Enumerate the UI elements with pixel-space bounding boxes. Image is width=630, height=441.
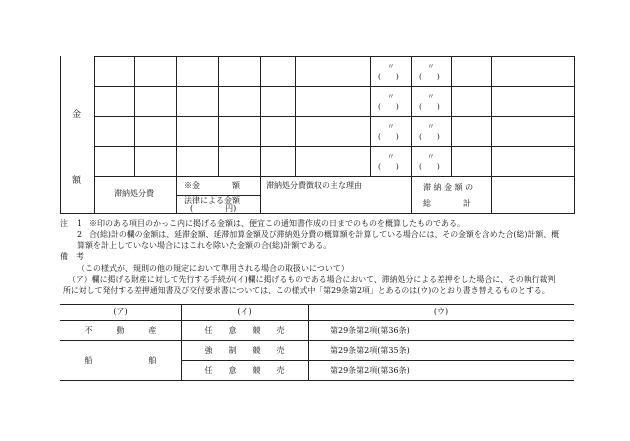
lower-cell-i: 任 意 競 売 [204, 326, 285, 335]
col-line [451, 56, 452, 176]
row-line [94, 176, 575, 177]
col-line [370, 56, 371, 176]
lower-table-bottom [60, 380, 574, 381]
remark-line-3: 所に対して発付する差押通知書及び交付要求書については、この様式中「第29条第2項」とあるのは(ウ)のとおり書き替えるものとする。 [63, 286, 550, 295]
col-line [491, 56, 492, 213]
ditto-mark: 〃 [387, 122, 395, 131]
lower-cell-u: 第29条第2項(第36条) [330, 326, 410, 335]
lower-header-u: (ウ) [433, 307, 449, 316]
row-line [94, 146, 575, 147]
col-line [295, 56, 296, 176]
notes-heading: 注 [60, 219, 68, 228]
ditto-mark: 〃 [427, 152, 435, 161]
paren-blank: ( ) [378, 102, 399, 111]
col-line [218, 56, 219, 176]
amount-label-top: 金 [72, 110, 82, 120]
fee-label: 滞納処分費 [114, 189, 154, 198]
lower-table-header-bottom [60, 320, 574, 321]
col-line [176, 56, 177, 213]
col-line [260, 56, 261, 213]
ditto-mark: 〃 [387, 92, 395, 101]
upper-table-bottom-border [60, 213, 575, 214]
paren-blank: ( ) [419, 132, 440, 141]
col-line [134, 56, 135, 176]
lower-header-i: (イ) [237, 307, 252, 316]
legal-amount-label: 法律による金額 [184, 196, 240, 205]
ditto-mark: 〃 [427, 62, 435, 71]
note-2-text-line2: 算額を計上していない場合にはこれを除いた金額の合(総)計額である。 [77, 241, 332, 250]
lower-cell-u: 第29条第2項(第35条) [330, 346, 410, 355]
lower-cell-i: 任 意 競 売 [204, 366, 285, 375]
row-line [94, 86, 575, 87]
paren-blank: ( ) [378, 72, 399, 81]
remark-line-1: （この様式が、規則の他の規定において準用される場合の取扱いについて） [77, 264, 349, 273]
note-2-number: 2 [77, 230, 83, 239]
note-1-number: 1 [77, 219, 83, 228]
row-line [94, 56, 575, 57]
fee-reason-label: 滞納処分費徴収の主な理由 [266, 181, 362, 190]
amount-label-bottom: 額 [72, 176, 82, 186]
remark-line-2: （ア）欄に掲げる財産に対して先行する手続が(イ)欄に掲げるものである場合において、滞納処分による差押をした場合に、その執行裁判 [68, 275, 556, 284]
upper-table-right-border [574, 56, 575, 213]
marked-amount-label: ※金 額 [184, 181, 240, 190]
paren-blank: ( ) [419, 102, 440, 111]
total-label-line1: 滞 納 金 額 の [423, 183, 474, 192]
lower-table-row-line [181, 360, 574, 361]
ditto-mark: 〃 [427, 122, 435, 131]
lower-cell-a: 不 動 産 [84, 326, 157, 335]
col-line [411, 56, 412, 213]
upper-table-left-border [60, 56, 61, 213]
legal-amount-yen: ( 円) [190, 204, 237, 213]
paren-blank: ( ) [419, 72, 440, 81]
remarks-heading: 備 考 [60, 252, 84, 261]
lower-cell-u: 第29条第2項(第36条) [330, 366, 410, 375]
lower-cell-a: 船 舶 [84, 356, 157, 365]
ditto-mark: 〃 [427, 92, 435, 101]
row-line [94, 116, 575, 117]
lower-table-row-line [60, 340, 574, 341]
note-2-text-line1: 合(総)計の欄の金額は、延滞金額、延滞加算金額及び滞納処分費の概算額を計算している場合には、その金額を含めた合(総)計額、概 [89, 230, 559, 239]
note-1-text: ※印のある項目のかっこ内に掲げる金額は、便宜この通知書作成の日までのものを概算したものである。 [89, 219, 465, 228]
paren-blank: ( ) [378, 162, 399, 171]
col-line [94, 56, 95, 213]
paren-blank: ( ) [378, 132, 399, 141]
ditto-mark: 〃 [387, 152, 395, 161]
total-label-line2: 総 計 [423, 199, 471, 208]
lower-header-a: (ア) [113, 307, 128, 316]
paren-blank: ( ) [419, 162, 440, 171]
lower-cell-i: 強 制 競 売 [204, 346, 285, 355]
lower-table-top [60, 304, 574, 305]
ditto-mark: 〃 [387, 62, 395, 71]
